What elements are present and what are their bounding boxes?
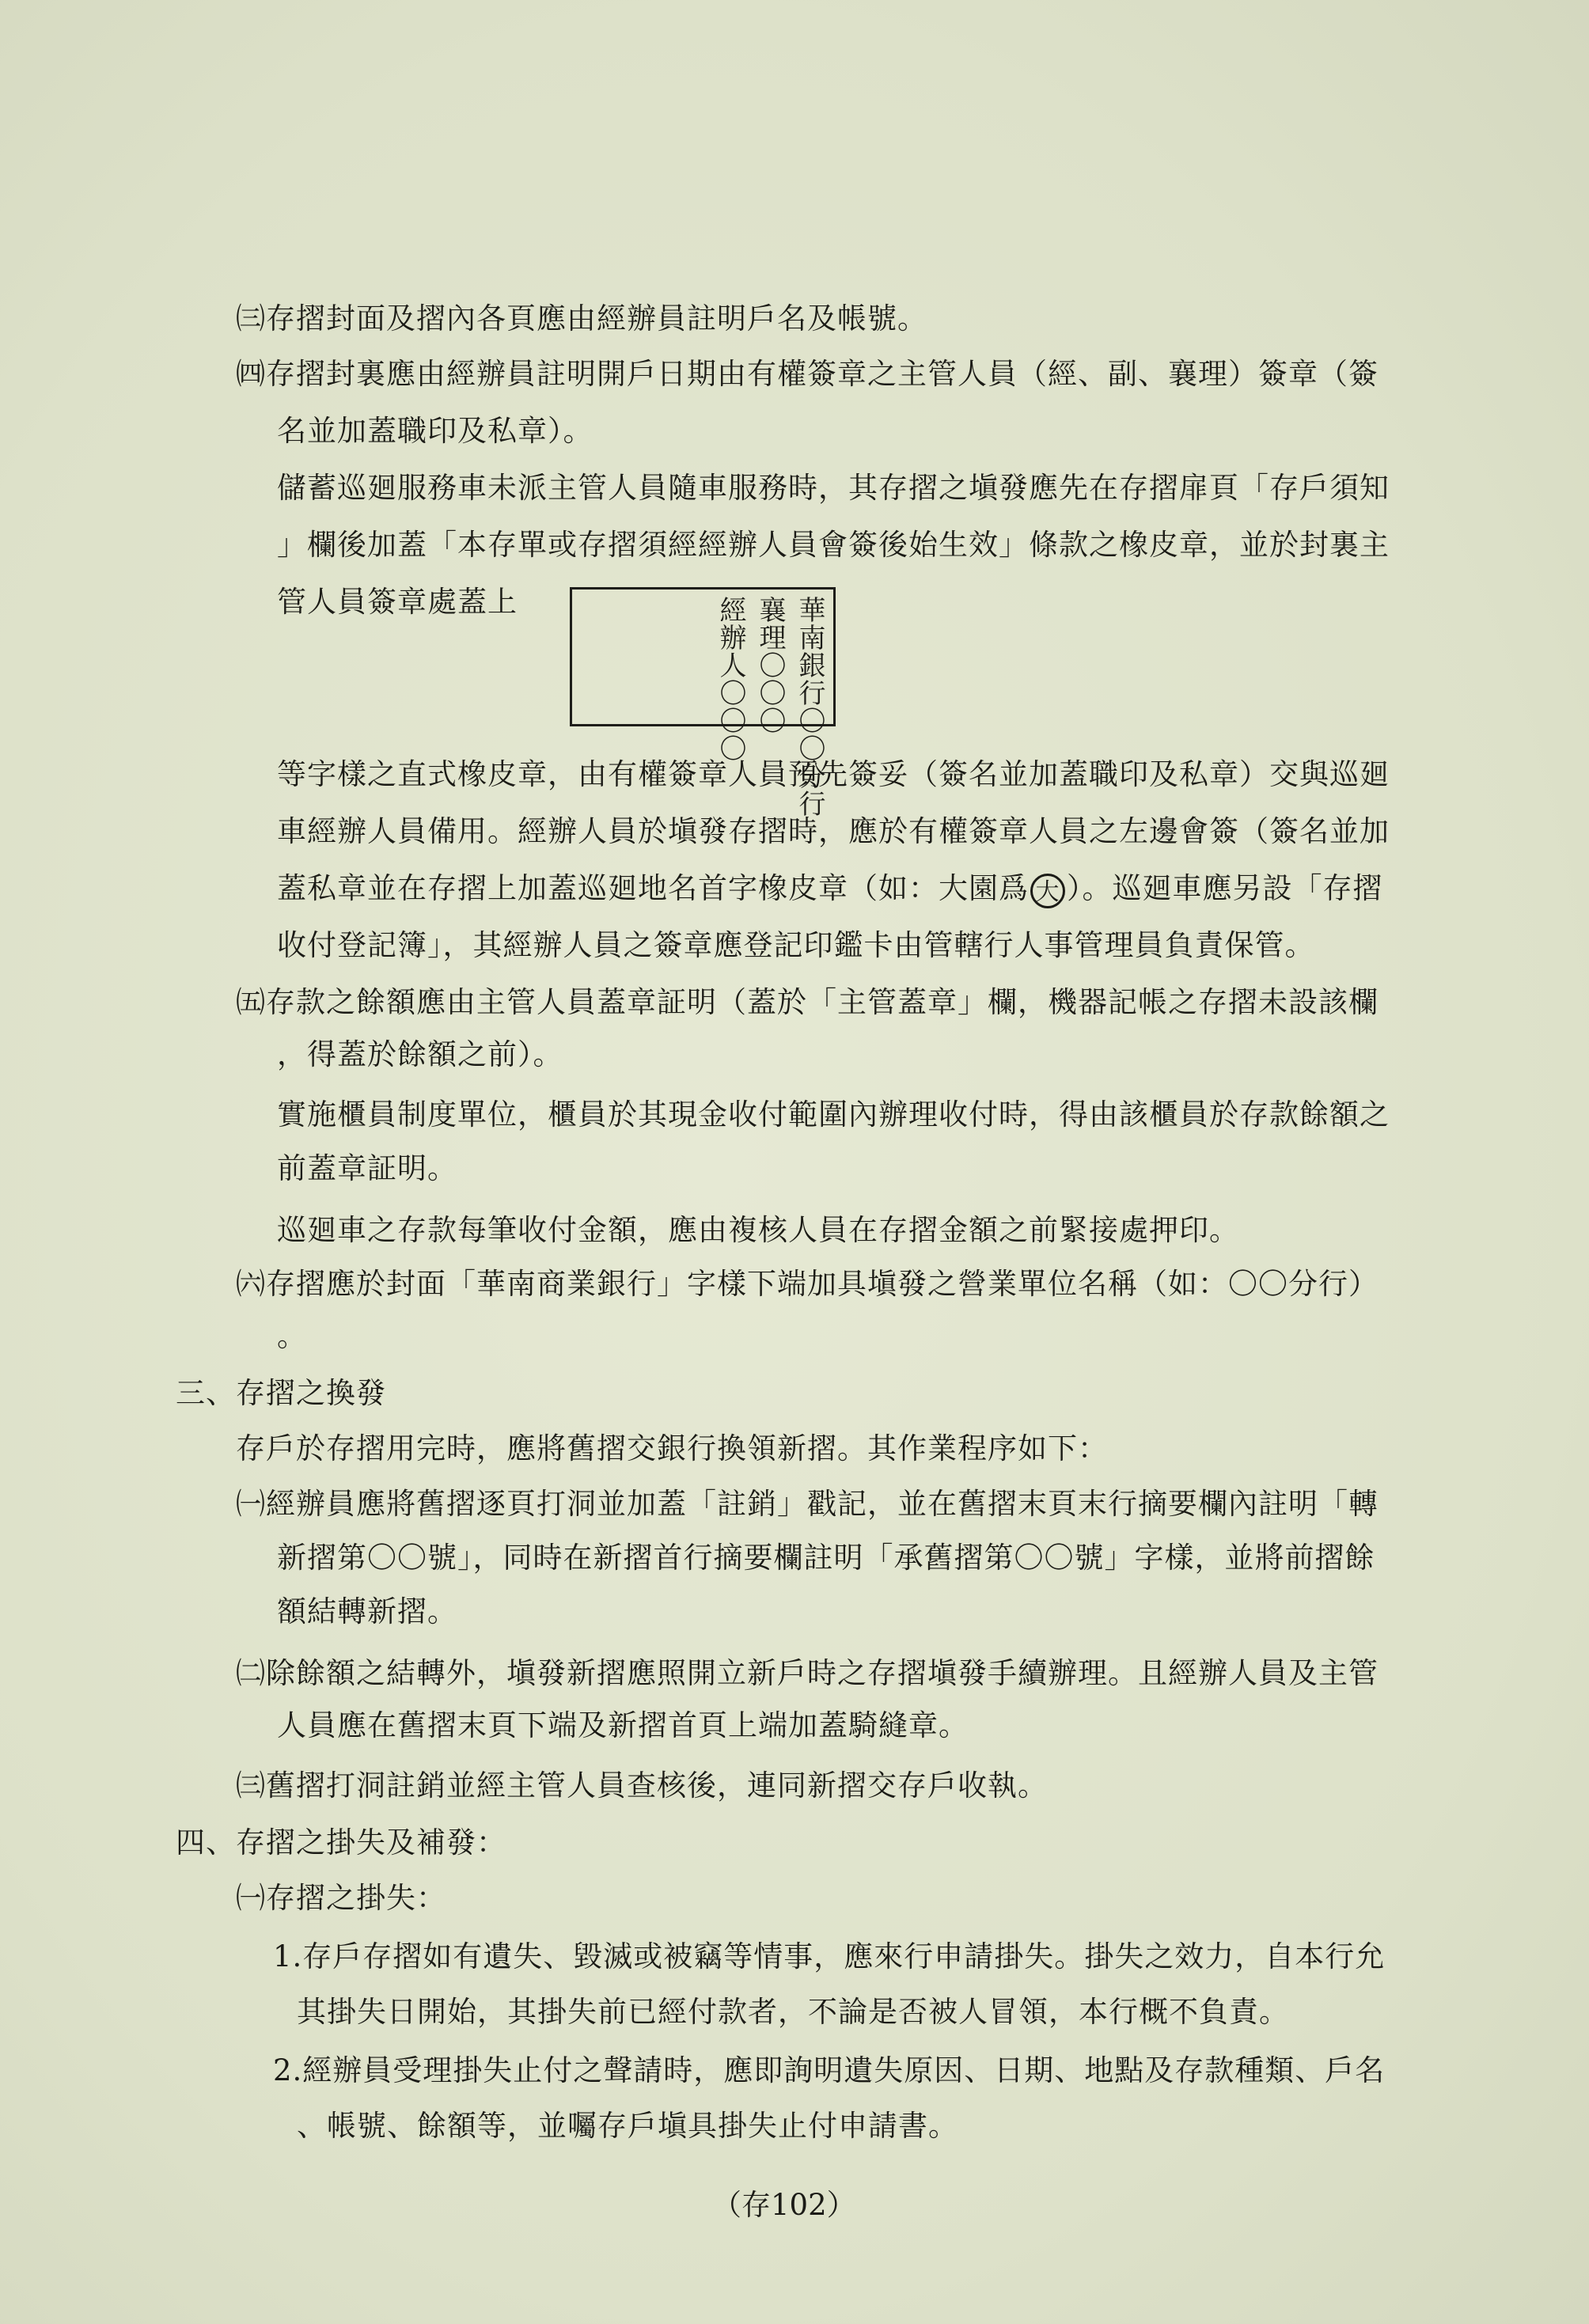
line-1: ㈢存摺封面及摺內各頁應由經辦員註明戶名及帳號。 xyxy=(236,301,927,336)
stamp-clerk: 經辦人〇〇〇 xyxy=(715,596,746,762)
line-7: 等字樣之直式橡皮章，由有權簽章人員預先簽妥（簽名並加蓋職印及私章）交與巡廻 xyxy=(277,757,1390,791)
line-15: 巡廻車之存款每筆收付金額，應由複核人員在存摺金額之前緊接處押印。 xyxy=(277,1213,1239,1247)
line-4: 儲蓄巡廻服務車未派主管人員隨車服務時，其存摺之塡發應先在存摺扉頁「存戶須知 xyxy=(277,471,1390,505)
circled-character: 大 xyxy=(1030,874,1065,908)
rubber-stamp-box xyxy=(570,587,836,817)
line-25: ㈢舊摺打洞註銷並經主管人員查核後，連同新摺交存戶收執。 xyxy=(236,1769,1048,1803)
line-9-part-b: ）。巡廻車應另設「存摺 xyxy=(1067,871,1383,905)
line-8: 車經辦人員備用。經辦人員於塡發存摺時，應於有權簽章人員之左邊會簽（簽名並加 xyxy=(277,814,1390,848)
line-11: ㈤存款之餘額應由主管人員蓋章証明（蓋於「主管蓋章」欄，機器記帳之存摺未設該欄 xyxy=(236,985,1379,1019)
line-23: ㈡除餘額之結轉外，塡發新摺應照開立新戶時之存摺塡發手續辦理。且經辦人員及主管 xyxy=(236,1656,1379,1690)
line-21: 新摺第〇〇號」，同時在新摺首行摘要欄註明「承舊摺第〇〇號」字樣，並將前摺餘 xyxy=(277,1541,1375,1575)
line-10: 收付登記簿」，其經辦人員之簽章應登記印鑑卡由管轄行人事管理員負責保管。 xyxy=(277,928,1315,962)
line-29: 其掛失日開始，其掛失前已經付款者，不論是否被人冒領，本行概不負責。 xyxy=(297,1995,1289,2029)
line-22: 額結轉新摺。 xyxy=(277,1594,457,1628)
line-6: 管人員簽章處蓋上 xyxy=(277,585,518,619)
page-number: （存102） xyxy=(712,2188,856,2222)
line-19: 存戶於存摺用完時，應將舊摺交銀行換領新摺。其作業程序如下： xyxy=(236,1431,1108,1465)
line-16: ㈥存摺應於封面「華南商業銀行」字樣下端加具塡發之營業單位名稱（如：〇〇分行） xyxy=(236,1267,1379,1301)
line-2: ㈣存摺封裏應由經辦員註明開戶日期由有權簽章之主管人員（經、副、襄理）簽章（簽 xyxy=(236,357,1379,391)
line-12: ，得蓋於餘額之前）。 xyxy=(277,1037,563,1071)
stamp-manager: 襄理〇〇〇 xyxy=(754,596,786,734)
section-4-heading: 四、存摺之掛失及補發： xyxy=(176,1825,506,1860)
line-17: 。 xyxy=(277,1319,307,1353)
line-28: 1.存戶存摺如有遺失、毀滅或被竊等情事，應來行申請掛失。掛失之效力，自本行允 xyxy=(273,1939,1386,1973)
line-20: ㈠經辦員應將舊摺逐頁打洞並加蓋「註銷」戳記，並在舊摺末頁末行摘要欄內註明「轉 xyxy=(236,1487,1379,1521)
line-5: 」欄後加蓋「本存單或存摺須經經辦人員會簽後始生效」條款之橡皮章，並於封裏主 xyxy=(277,528,1390,562)
line-24: 人員應在舊摺末頁下端及新摺首頁上端加蓋騎縫章。 xyxy=(277,1708,969,1742)
line-30: 2.經辦員受理掛失止付之聲請時，應即詢明遺失原因、日期、地點及存款種類、戶名 xyxy=(273,2053,1386,2087)
line-3: 名並加蓋職印及私章）。 xyxy=(277,414,594,448)
line-14: 前蓋章証明。 xyxy=(277,1151,457,1185)
line-27: ㈠存摺之掛失： xyxy=(236,1881,446,1915)
line-9 xyxy=(277,869,1383,908)
line-13: 實施櫃員制度單位，櫃員於其現金收付範圍內辦理收付時，得由該櫃員於存款餘額之 xyxy=(277,1098,1390,1132)
line-9-part-a: 蓋私章並在存摺上加蓋巡廻地名首字橡皮章（如：大園爲 xyxy=(277,871,1029,905)
line-31: 、帳號、餘額等，並囑存戶塡具掛失止付申請書。 xyxy=(297,2109,958,2143)
section-3-heading: 三、存摺之換發 xyxy=(176,1376,386,1410)
stamp-branch: 華南銀行〇〇分行 xyxy=(794,596,825,817)
